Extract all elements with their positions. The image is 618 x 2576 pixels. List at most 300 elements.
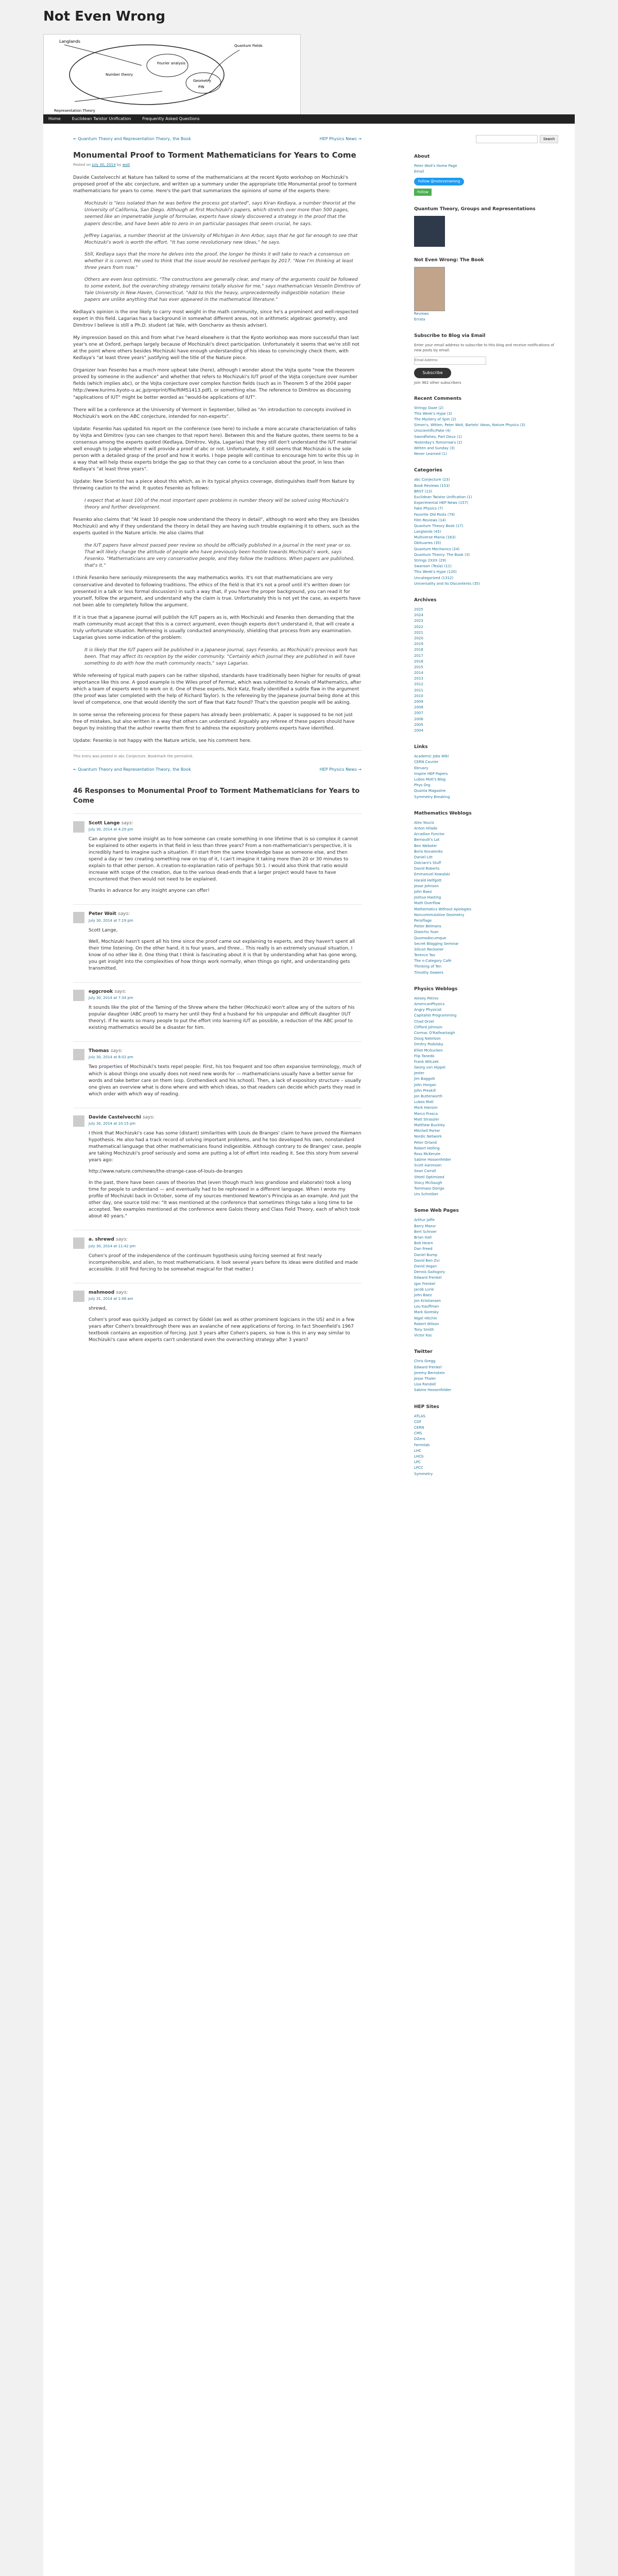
link-item[interactable]: Inspire HEP Papers xyxy=(414,771,448,776)
physics-weblog-item[interactable]: Jester xyxy=(414,1071,424,1076)
physics-weblog-item[interactable]: Tommaso Dorigo xyxy=(414,1187,444,1191)
physics-weblog-item[interactable]: Urs Schreiber xyxy=(414,1192,439,1197)
physics-weblog-item[interactable]: Jim Baggott xyxy=(414,1077,435,1081)
book2-item[interactable]: Errata xyxy=(414,317,425,321)
quote-paragraph: It is likely that the IUT papers will be published in a Japanese journal, says Fesenko, as Mochizuki's previous work has been. That may affect its reception by the wider community. "Certainly which journal they are published in will have something to do with how the math community reacts," says Lagarias. xyxy=(84,647,358,666)
quote-paragraph: I expect that at least 100 of the most important open problems in number theory will be solved using Mochizuki's theory and further development. xyxy=(84,498,349,511)
physics-weblog-item[interactable]: Georg von Hippel xyxy=(414,1065,445,1070)
book1-heading[interactable]: Quantum Theory, Groups and Representations xyxy=(414,206,536,212)
math-weblog-item[interactable]: Thinking of Ten xyxy=(414,964,441,969)
math-weblog-item[interactable]: Noncommutative Geometry xyxy=(414,912,465,917)
comment-paragraph: Scott Lange, xyxy=(89,927,118,933)
math-weblog-item[interactable]: Jesse Johnson xyxy=(414,884,439,888)
twitter-item[interactable]: Jeremy Bernstein xyxy=(414,1370,445,1375)
avatar xyxy=(73,1238,84,1249)
search-input[interactable] xyxy=(476,135,538,143)
comment-author[interactable]: Scott Lange xyxy=(89,820,120,826)
category-item[interactable]: Experimental HEP News (157) xyxy=(414,501,468,505)
post-author-link[interactable]: woit xyxy=(122,163,130,167)
book1-cover[interactable] xyxy=(414,216,445,247)
twitter-item[interactable]: Edward Frenkel xyxy=(414,1365,442,1369)
physics-weblog-item[interactable]: Alexey Petrov xyxy=(414,996,439,1001)
web-page-item[interactable]: Barry Mazur xyxy=(414,1224,436,1228)
nav-item-home[interactable]: Home xyxy=(48,116,61,122)
post-meta xyxy=(73,162,362,167)
comment-says: says: xyxy=(142,1114,155,1120)
post-paragraph: In some sense the refereeing process for these papers has already been problematic. A paper is supposed to be not just free of mistakes, but also written in a way that others can understand. Arguably any referee of these papers should have begun by insisting that the author rewrite them first to address the expository problems experts have identified. xyxy=(73,713,355,732)
web-page-item[interactable]: David Ben-Zvi xyxy=(414,1258,440,1263)
math-weblog-item[interactable]: Qiaochu Yuan xyxy=(414,930,439,935)
category-item[interactable]: Quantum Theory: The Book (3) xyxy=(414,552,470,557)
twitter-item[interactable]: Jesse Thaler xyxy=(414,1377,436,1381)
physics-weblogs-heading: Physics Weblogs xyxy=(414,986,458,992)
prev-post-link[interactable]: ← Quantum Theory and Representation Theory, the Book xyxy=(73,137,191,141)
next-post-link[interactable]: HEP Physics News → xyxy=(319,767,362,772)
quote-paragraph: Others are even less optimistic. "The constructions are generally clear, and many of the arguments could be followed to some extent, but the overarching strategy remains totally elusive for me," says mathematician Vesselin Dimitrov of Yale University in New Haven, Connecticut. "Add to this the heavy, unprecedentedly indigestible notation: these papers are unlike anything that has ever appeared in the mathematical literature." xyxy=(84,277,360,302)
hep-site-item[interactable]: LHCb xyxy=(414,1454,424,1459)
math-weblog-item[interactable]: The n-Category Café xyxy=(414,959,452,963)
comment-author[interactable]: mahmood xyxy=(89,1290,115,1295)
physics-weblog-item[interactable]: Sabine Hossenfelder xyxy=(414,1158,452,1162)
avatar xyxy=(73,1115,84,1127)
archive-item[interactable]: 2008 xyxy=(414,705,423,710)
hep-site-item[interactable]: Fermilab xyxy=(414,1443,430,1447)
diagram-label: Representation Theory xyxy=(54,109,95,113)
web-page-item[interactable]: Tony Smith xyxy=(414,1328,434,1332)
archive-item[interactable]: 2020 xyxy=(414,636,423,640)
physics-weblog-item[interactable]: Matt Strassler xyxy=(414,1117,439,1122)
quote-paragraph: Still, Kedlaya says that the more he delves into the proof, the longer he thinks it will take to reach a consensus on whether it is correct. He used to think that the issue would be resolved perhaps by 2017. "Now I'm thinking at least three years from now." xyxy=(84,251,353,270)
web-page-item[interactable]: Edward Frenkel xyxy=(414,1276,442,1280)
archive-item[interactable]: 2022 xyxy=(414,624,423,629)
book2-cover[interactable] xyxy=(414,267,445,311)
hep-site-item[interactable]: ATLAS xyxy=(414,1414,425,1418)
comment-author[interactable]: Davide Castelvecchi xyxy=(89,1114,141,1120)
follow-button[interactable]: Follow xyxy=(414,189,432,196)
diagram-label: PIN xyxy=(198,85,204,89)
comment-date[interactable]: July 30, 2014 at 11:42 pm xyxy=(89,1244,136,1248)
web-page-item[interactable]: Mark Goresky xyxy=(414,1310,439,1315)
quote-paragraph: Mochizuki is "less isolated than he was before the process got started", says Kiran Kedlaya, a number theorist at the University of California, San Diego. Although at first Mochizuki's papers, which stretch over more than 500 pages, seemed like an impenetrable jungle of formulae, experts have slowly discovered a strategy in the proof that the papers describe, and have been able to zero in on particular passages that seem crucial, he says. xyxy=(84,201,356,227)
category-line: This entry was posted in abc Conjecture. Bookmark the permalink. xyxy=(73,750,362,759)
recent-comment-item[interactable]: This Week's Hype (3) xyxy=(414,411,452,416)
math-weblog-item[interactable]: Terence Tao xyxy=(414,953,435,958)
link-item[interactable]: Lubos Motl's Blog xyxy=(414,777,446,782)
book2-heading[interactable]: Not Even Wrong: The Book xyxy=(414,257,484,263)
recent-comment-item[interactable]: Yesterday's Tomorrow's (2) xyxy=(414,440,462,445)
physics-weblog-item[interactable]: Flip Tanedo xyxy=(414,1054,435,1058)
web-page-item[interactable]: Bert Schroer xyxy=(414,1229,437,1234)
physics-weblog-item[interactable]: Matthew Buckley xyxy=(414,1123,445,1127)
math-weblog-item[interactable]: Secret Blogging Seminar xyxy=(414,941,459,946)
search-form xyxy=(414,124,558,143)
archive-item[interactable]: 2007 xyxy=(414,711,423,716)
hep-site-item[interactable]: CERN xyxy=(414,1426,424,1430)
category-item[interactable]: Quantum Mechanics (24) xyxy=(414,547,460,551)
diagram-inner-ellipse-2 xyxy=(186,73,221,93)
comment xyxy=(73,1283,362,1353)
comment-date[interactable]: July 30, 2014 at 7:19 pm xyxy=(89,918,133,923)
archive-item[interactable]: 2021 xyxy=(414,630,423,635)
physics-weblog-item[interactable]: Shtetl Optimized xyxy=(414,1175,444,1179)
prev-post-link[interactable]: ← Quantum Theory and Representation Theory, the Book xyxy=(73,767,191,772)
math-weblog-item[interactable]: Quomodocumque xyxy=(414,936,447,940)
web-page-item[interactable]: Igor Frenkel xyxy=(414,1281,435,1286)
comment-says: says: xyxy=(115,1237,128,1243)
math-weblog-item[interactable]: David Roberts xyxy=(414,867,440,871)
about-list xyxy=(414,163,558,175)
twitter-item[interactable]: Lisa Randall xyxy=(414,1382,436,1387)
math-weblog-item[interactable]: Joshua Hasting xyxy=(414,895,441,900)
post-paragraph: Update: Fesenko is not happy with the Nature article, see his comment here. xyxy=(73,738,252,744)
math-weblog-item[interactable]: Daniel Litt xyxy=(414,855,433,859)
math-weblog-item[interactable]: Alex Youcis xyxy=(414,820,434,825)
category-item[interactable]: Euclidean Twistor Unification (1) xyxy=(414,495,472,499)
physics-weblog-item[interactable]: Chad Orzel xyxy=(414,1019,434,1024)
web-page-item[interactable]: Brian Hall xyxy=(414,1235,432,1240)
book2-list xyxy=(414,311,558,323)
archive-item[interactable]: 2023 xyxy=(414,619,423,623)
subscribe-heading: Subscribe to Blog via Email xyxy=(414,333,486,339)
nav-item-faq[interactable]: Frequently Asked Questions xyxy=(142,116,200,122)
post-paragraph: While refereeing of typical math papers can be rather slipshod, standards have traditionally been higher for results of great importance like this one. A good example is the Wiles proof of Fermat, which was submitted to Annals of Mathematics, after which a team of experts went to work on it. One of these experts, Nick Katz, finally identified a subtle flaw in the argument (the proof was later completed with the help of Richard Taylor). Is the refereeing by the Japanese journal being done at this level of competence, one that would identify the sort of flaw that Katz found? That's the question people will be asking. xyxy=(73,673,362,706)
link-item[interactable]: Phys Org xyxy=(414,783,431,788)
comment-author-line xyxy=(89,1114,362,1121)
physics-weblog-item[interactable]: Scott Aaronson xyxy=(414,1163,442,1168)
post-paragraph: My impression based on this and from what I've heard elsewhere is that the Kyoto workshop was more successful than last year's one at Oxford, perhaps largely because of Mochizuki's direct participation. Unfortunately it seems that we're still not at the point where others besides Mochizuki have enough understanding of his ideas to convincingly check them, with Kedlaya's "at least three years" justifying well the title of the Nature piece. xyxy=(73,335,359,361)
post-paragraph: Fesenko also claims that "At least 10 people now understand the theory in detail", although no word who they are (besides Mochizuki) and why if they understand the theory in detail they are having such trouble explaining it to others, such as the experts quoted in the Nature article. He also claims that xyxy=(73,517,359,536)
math-weblog-item[interactable]: Bernoulli's Lot xyxy=(414,838,440,842)
category-item[interactable]: Multiverse Mania (163) xyxy=(414,535,456,540)
archive-item[interactable]: 2016 xyxy=(414,659,423,664)
math-weblog-item[interactable]: Persiflage xyxy=(414,918,432,923)
physics-weblog-item[interactable]: Angry Physicist xyxy=(414,1008,442,1012)
physics-weblog-item[interactable]: AmericanPhysics xyxy=(414,1002,445,1007)
physics-weblog-item[interactable]: Peter Orland xyxy=(414,1140,437,1145)
physics-weblog-item[interactable]: Capitalist Programming xyxy=(414,1013,457,1018)
physics-weblog-item[interactable]: Jon Butterworth xyxy=(414,1094,442,1099)
physics-weblog-item[interactable]: John Horgan xyxy=(414,1082,436,1087)
archive-item[interactable]: 2006 xyxy=(414,717,423,721)
nav-item-euclidean[interactable]: Euclidean Twistor Unification xyxy=(72,116,131,122)
post-quote-3 xyxy=(84,543,362,569)
comment-paragraph: I think that Mochizuki's case has some (distant) similarities with Louis de Branges' claim to have proved the Riemann hypothesis. He also had a track record of solving important problems, and he too developed his own, nonstandard mathematical language that other mathematicians found indigestible. Although contrary to de Branges' case, people are taking Mochizuki's proof seriously and some are putting a lot of effort into reading it. See this story from several years ago: xyxy=(89,1130,362,1163)
diagram-label: Quantum Fields xyxy=(234,44,263,48)
physics-weblog-item[interactable]: John Preskill xyxy=(414,1088,436,1093)
diagram-ellipse xyxy=(70,45,224,105)
hep-site-item[interactable]: LPC xyxy=(414,1460,421,1465)
comment-date[interactable]: July 30, 2014 at 7:34 pm xyxy=(89,995,133,1000)
diagram-label: Langlands xyxy=(59,39,80,44)
diagram-label: Fourier analysis xyxy=(157,61,186,65)
physics-weblog-item[interactable]: Ross McKenzie xyxy=(414,1151,441,1156)
comment-paragraph: Cohen's proof was quickly judged as correct by Gödel (as well as other prominent logicians in the US) and in a few years after Cohen's breakthrough there was an avalanche of new applications of forcing. In fact Shoenfield's 1967 textbook contains an exposition of forcing. Just 3 years after Cohen's papers, so how is this in any way similar to Mochizuki's case where experts can't understand even the overarching strategy after 3 years? xyxy=(89,1317,355,1343)
archive-item[interactable]: 2025 xyxy=(414,607,423,612)
category-item[interactable]: Quantum Theory Book (17) xyxy=(414,523,464,528)
math-weblog-item[interactable]: Dolciani's Stuff xyxy=(414,861,441,866)
category-item[interactable]: BRST (13) xyxy=(414,489,432,494)
physics-weblog-item[interactable]: Marco Frasca xyxy=(414,1111,438,1116)
post-nav-bottom xyxy=(73,759,362,773)
math-weblog-item[interactable]: Harald Helfgott xyxy=(414,878,442,883)
comment-says: says: xyxy=(110,1048,123,1054)
archive-item[interactable]: 2019 xyxy=(414,642,423,647)
avatar xyxy=(73,1291,84,1302)
comment-paragraph: In the past, there have been cases of theories that (even though much less grandiose and elaborate) took a long time for people to understand — and eventually had to be rephrased in a different language. When I wrote my profile of Mochizuki back in October, some of my sources mentioned Newton's Principia as an example. And just the other day, one source told me: "It was mentioned at the conference that sometimes things take a long time to be accepted. Two examples mentioned at the conference were Galois theory and Class Field Theory, each of which took about 40 years." xyxy=(89,1180,360,1219)
post-paragraph: Update: New Scientist has a piece about this which, as in its typical physics coverage, distinguishes itself from Nature by throwing caution to the wind. It quotes Fesenko as follows: xyxy=(73,479,355,492)
archive-item[interactable]: 2012 xyxy=(414,682,423,687)
physics-weblog-item[interactable]: Sean Carroll xyxy=(414,1169,436,1174)
recent-comments-list xyxy=(414,405,558,457)
post-paragraph: Davide Castelvecchi at Nature has talked to some of the mathematicians at the recent Kyoto workshop on Mochizuki's proposed proof of the abc conjecture, and written up a summary under the appropriate title Monumental proof to torment mathematicians for years to come. Here's the part that summarizes the opinions of some of the experts there: xyxy=(73,175,357,194)
math-weblogs-list xyxy=(414,820,558,976)
twitter-follow-button[interactable]: Follow @notevenwrong xyxy=(414,178,464,185)
header-diagram xyxy=(43,34,301,115)
meta-prefix: Posted on xyxy=(73,163,91,167)
archive-item[interactable]: 2015 xyxy=(414,665,423,669)
about-item[interactable]: Peter Woit's Home Page xyxy=(414,164,457,168)
about-item[interactable]: Email xyxy=(414,170,424,174)
post-paragraph: There will be a conference at the University of Vermont in September, billed as "An introduction to concepts involved in Mochizuki's work on the ABC conjecture, intended for non-experts". xyxy=(73,407,351,419)
category-item[interactable]: Langlands (45) xyxy=(414,530,441,534)
web-page-item[interactable]: Jon Kristiansen xyxy=(414,1299,441,1303)
archive-item[interactable]: 2024 xyxy=(414,613,423,618)
link-item[interactable]: Academic Jobs Wiki xyxy=(414,754,449,759)
email-field[interactable] xyxy=(414,357,486,365)
math-weblog-item[interactable]: Pieter Belmans xyxy=(414,924,441,929)
link-item[interactable]: CERN Courier xyxy=(414,760,439,765)
category-item[interactable]: Uncategorized (1312) xyxy=(414,575,454,580)
physics-weblog-item[interactable]: Doug Natelson xyxy=(414,1037,441,1041)
category-item[interactable]: abc Conjecture (23) xyxy=(414,478,450,482)
recent-comment-item[interactable]: Simon's, Witten, Peter Woit, Bartels' Ideas, Nature Physics (3) xyxy=(414,423,525,428)
web-pages-list xyxy=(414,1217,558,1338)
archive-item[interactable]: 2017 xyxy=(414,653,423,658)
comment-paragraph: It sounds like the plot of the Taming of the Shrew where the father (Mochizuki) won't allow any of the suitors of his popular daughter (ABC proof) to marry her until they find a husband for his unpopular and difficult daughter (IUT theory). If he wants so many people to put the effort into learning IUT as possible, a reduction of the ABC proof to existing mathematics would be a disaster for him. xyxy=(89,1005,355,1031)
math-weblog-item[interactable]: Timothy Gowers xyxy=(414,970,443,975)
physics-weblog-item[interactable]: Dmitry Podolsky xyxy=(414,1042,443,1047)
comment-date[interactable]: July 30, 2014 at 10:15 pm xyxy=(89,1121,136,1126)
archive-item[interactable]: 2013 xyxy=(414,676,423,681)
twitter-item[interactable]: Chris Gregg xyxy=(414,1359,436,1364)
diagram-curve-3 xyxy=(75,91,162,101)
physics-weblog-item[interactable]: Lubos Motl xyxy=(414,1100,434,1105)
hep-site-item[interactable]: LHC xyxy=(414,1448,422,1453)
comment-date[interactable]: July 30, 2014 at 4:29 pm xyxy=(89,827,133,832)
web-page-item[interactable]: Robert Wilson xyxy=(414,1321,439,1326)
comment-says: says: xyxy=(118,911,130,917)
hep-site-item[interactable]: Symmetry xyxy=(414,1471,433,1476)
archives-heading: Archives xyxy=(414,597,437,603)
quote-paragraph: the IUT papers have almost passed peer review so should be officially published in a journal in the next year or so. That will likely change the attitude of people who have previously been hostile towards Mochizuki's work, says Fesenko. "Mathematicians are very conservative people, and they follow the traditions. When papers are published, that's it." xyxy=(84,543,355,569)
web-page-item[interactable]: Nigel Hitchin xyxy=(414,1316,437,1320)
archives-list xyxy=(414,607,558,734)
comment-paragraph: Two properties of Mochizuki's texts repel people: First, his too frequent and too often expansive terminology, much of which is about things one usually does not need new words for — mathematicians usually have a better sense for words and take better care on them (esp. Grothendieck and his school). Then, a lack of expository structure – usually one gives an overview what is done where and with which ideas, so that readers can decide which parts they read in which order with which way of reading. xyxy=(89,1064,362,1097)
comment-author-line xyxy=(89,1048,362,1055)
subscribe-button[interactable]: Subscribe xyxy=(414,368,451,378)
physics-weblog-item[interactable]: Stacy McGaugh xyxy=(414,1180,442,1185)
post-title: Monumental Proof to Torment Mathematicians for Years to Come xyxy=(73,150,356,160)
physics-weblog-item[interactable]: Mark Hanson xyxy=(414,1106,438,1110)
hep-site-item[interactable]: DZero xyxy=(414,1437,425,1442)
avatar xyxy=(73,1049,84,1060)
twitter-item[interactable]: Sabine Hossenfelder xyxy=(414,1388,452,1393)
hep-sites-heading: HEP Sites xyxy=(414,1404,439,1410)
comment xyxy=(73,982,362,1041)
twitter-heading: Twitter xyxy=(414,1349,433,1355)
archive-item[interactable]: 2014 xyxy=(414,671,423,675)
avatar xyxy=(73,990,84,1001)
web-page-item[interactable]: Arthur Jaffe xyxy=(414,1218,435,1223)
post-paragraph: Organizer Ivan Fesenko has a much more upbeat take (here), although I wonder about the Vojta quote "now the theorem proved by someone in the audience" and whether that refers to Mochizuki's IUT proof of the Vojta conjecture over number fields (which implies abc), or the Vojta conjecture over complex function fields (such as in Theorem 5 of the 2004 paper http://www.kurims.kyoto-u.ac.jp/preprint/file/RIMS1413.pdf), or something else. The reference to Dimitrov as discussing "applications of IUT" might be better worded as "would-be applications of IUT". xyxy=(73,368,358,400)
web-page-item[interactable]: Victor Kac xyxy=(414,1333,433,1338)
recent-comment-item[interactable]: Stringy Daze (2) xyxy=(414,405,444,410)
physics-weblog-item[interactable]: Clifford Johnson xyxy=(414,1025,442,1029)
archive-item[interactable]: 2009 xyxy=(414,700,423,704)
comment-paragraph: Thanks in advance for any insight anyone can offer! xyxy=(89,888,210,894)
web-page-item[interactable]: Bob Hearn xyxy=(414,1241,433,1246)
archive-item[interactable]: 2018 xyxy=(414,648,423,652)
comment-author-line xyxy=(89,1290,362,1296)
post-paragraph: Update: Fesenko has updated his report on the conference (see here) to include a more accurate characterization of talks by Vojta and Dimitrov (you can see changes to that report here). Between this and the Nature quotes, there seems to be a consensus among the experts quoted (Kedlaya, Dimitrov, Vojta, Lagarias) that they still don't understand the IUT material well enough to judge whether it will provide a proof of abc or not. Unfortunately, it still seems that Mochizuki is the sole person with a detailed grasp of the proof and how it works. I hope people will continue to encourage him to write this up in a way that will help these experts bridge the gap so that they can come to a conclusion about the proof, in less than Kedlaya's "at least three years". xyxy=(73,426,359,472)
web-page-item[interactable]: Daniel Bump xyxy=(414,1252,438,1257)
web-page-item[interactable]: Dennis Gaitsgory xyxy=(414,1270,445,1275)
comment-paragraph: http://www.nature.com/news/the-strange-case-of-louis-de-branges xyxy=(89,1169,243,1175)
post-content xyxy=(73,124,362,1353)
archive-item[interactable]: 2010 xyxy=(414,693,423,698)
subscribe-count: Join 962 other subscribers xyxy=(414,380,461,385)
category-item[interactable]: This Week's Hype (120) xyxy=(414,570,457,574)
comments-heading: 46 Responses to Monumental Proof to Torment Mathematicians for Years to Come xyxy=(73,787,360,805)
math-weblog-item[interactable]: Emmanuel Kowalski xyxy=(414,872,450,877)
physics-weblog-item[interactable]: Frank Wilczek xyxy=(414,1059,439,1064)
recent-comment-item[interactable]: Never Learned (1) xyxy=(414,452,447,456)
post-date-link[interactable]: July 30, 2014 xyxy=(92,163,116,167)
category-item[interactable]: Fake Physics (7) xyxy=(414,506,443,511)
comment-paragraph: shrewd, xyxy=(89,1306,107,1311)
post-quote-4 xyxy=(84,647,362,667)
about-heading: About xyxy=(414,154,430,159)
link-item[interactable]: Ebruary xyxy=(414,766,428,770)
comment-date[interactable]: July 31, 2014 at 1:08 am xyxy=(89,1296,133,1301)
comment-author[interactable]: eggcrook xyxy=(89,989,113,994)
comments-list xyxy=(73,814,362,1353)
math-weblogs-heading: Mathematics Weblogs xyxy=(414,810,472,816)
comment-paragraph: Well, Mochizuki hasn't spent all his time since the proof came out explaining to experts, and they haven't spent all their time listening. On the other hand, it is four years, and three... This really is an extremely unusual situation, I know of no other like it. One thing that I think is fascinating about it is that by understanding what has gone wrong, you get insight into the complexities of how things work normally, when things go right, and understanding gets transmitted. xyxy=(89,939,357,971)
physics-weblog-item[interactable]: Mitchell Porter xyxy=(414,1129,440,1133)
meta-by: by xyxy=(116,163,122,167)
diagram-label: Geometry xyxy=(193,79,211,83)
recent-comment-item[interactable]: The Mystery of Spin (2) xyxy=(414,417,456,422)
comment xyxy=(73,904,362,981)
category-item[interactable]: Swanson (Tesla) (11) xyxy=(414,564,452,569)
links-list xyxy=(414,754,558,800)
math-weblog-item[interactable]: Anton Hilado xyxy=(414,826,438,831)
comment-says: says: xyxy=(116,1290,128,1295)
link-item[interactable]: Symmetry Breaking xyxy=(414,794,450,799)
physics-weblog-item[interactable]: Nordic Network xyxy=(414,1134,442,1139)
next-post-link[interactable]: HEP Physics News → xyxy=(319,137,362,141)
math-weblog-item[interactable]: Boris Kovalenko xyxy=(414,849,443,854)
physics-weblog-item[interactable]: Cormac O'Raifeartaigh xyxy=(414,1030,455,1035)
recent-comment-item[interactable]: Unscientific/Fake (4) xyxy=(414,429,451,433)
post-quote-2 xyxy=(84,498,362,511)
comment xyxy=(73,1041,362,1107)
link-item[interactable]: Quanta Magazine xyxy=(414,789,446,793)
avatar xyxy=(73,821,84,833)
search-button[interactable]: Search xyxy=(540,135,558,143)
twitter-list xyxy=(414,1359,558,1393)
diagram-label: Number theory xyxy=(106,73,133,77)
hep-site-item[interactable]: CDF xyxy=(414,1419,422,1424)
comment-says: says: xyxy=(114,989,127,994)
math-weblog-item[interactable]: Mathematics Without Apologies xyxy=(414,907,472,911)
comment-date[interactable]: July 30, 2014 at 8:02 pm xyxy=(89,1055,133,1060)
post-paragraph: Kedlaya's opinion is the one likely to carry most weight in the math community, since he's a prominent and well-respected expert in this field. Lagarias has a background in somewhat different areas, not in arithmetic algebraic geometry, and Dimitrov I believe is still a Ph.D. student (at Yale, with Goncharov as thesis adviser). xyxy=(73,309,358,329)
comment-author-line xyxy=(89,820,362,827)
web-page-item[interactable]: Lou Kauffman xyxy=(414,1304,439,1309)
recent-comments-heading: Recent Comments xyxy=(414,396,462,401)
archive-item[interactable]: 2011 xyxy=(414,688,423,692)
hep-site-item[interactable]: LPCC xyxy=(414,1466,423,1470)
main-area xyxy=(43,124,575,2576)
subscribe-text: Enter your email address to subscribe to this blog and receive notifications of new posts by email. xyxy=(414,343,555,353)
comment-author[interactable]: Peter Woit xyxy=(89,911,116,917)
math-weblog-item[interactable]: Silicon Reckoner xyxy=(414,947,444,952)
comment-paragraph: Cohen's proof of the independence of the continuum hypothesis using forcing seemed at first nearly incomprehensible, and alien, to most mathematicians. It look several years before its ideas were distilled and made accessible. (I still find forcing to be somewhat magical for that matter.) xyxy=(89,1253,358,1272)
hep-sites-list xyxy=(414,1414,558,1477)
categories-heading: Categories xyxy=(414,468,442,473)
comment-author-line xyxy=(89,911,362,918)
category-item[interactable]: Book Reviews (153) xyxy=(414,483,450,488)
site-title[interactable]: Not Even Wrong xyxy=(43,9,166,24)
math-weblog-item[interactable]: Math Overflow xyxy=(414,901,440,906)
book2-item[interactable]: Reviews xyxy=(414,311,429,316)
recent-comment-item[interactable]: Swordfishes, Part Deux (1) xyxy=(414,434,462,439)
web-page-item[interactable]: John Baez xyxy=(414,1293,432,1297)
links-heading: Links xyxy=(414,744,428,750)
math-weblog-item[interactable]: Ben Webster xyxy=(414,843,437,848)
comment-paragraph: Can anyone give some insight as to how someone can create something in one lifetime that is so complex it cannot be explained to other experts in that field in less than three years? From a non-mathematician's perspective, it is incredibly hard to imagine such a situation. If I start from the same knowledge base as someone else, and then spend a day or two creating something new on top of it, I can't imagine it taking more than 20 or 30 minutes to explain to that other person. A creation-to-explanation ratio of perhaps 50:1. I would also think that ratio would increase with scope of the creation, due to the various dead-ends that a larger project would have to have encountered that then would not need to be explained. xyxy=(89,837,358,883)
math-weblog-item[interactable]: John Baez xyxy=(414,890,432,894)
comment xyxy=(73,1108,362,1230)
quote-paragraph: Jeffrey Lagarias, a number theorist at the University of Michigan in Ann Arbor, says that he got far enough to see that Mochizuki's work is worth the effort. "It has some revolutionary new ideas," he says. xyxy=(84,233,358,245)
comment-author-line xyxy=(89,989,362,995)
web-page-item[interactable]: Jacob Lurie xyxy=(414,1287,434,1292)
web-page-item[interactable]: David Vogan xyxy=(414,1264,437,1268)
category-item[interactable]: Strings 2XXX (29) xyxy=(414,558,447,563)
post-paragraph: I think Fesenko here seriously misrepresents the way mathematics works. It's not that mathematicians are very conservative and devoted to following traditions. The ethics of the field is that it's not a proof until it's written down (or presented in a talk or less formal discussion) in such a way that, if you have the proper background, you can read it for yourself, follow the argument, and understand why the claim is true. Unfortunately this is not yet the case, as experts have not been able to completely follow the argument. xyxy=(73,575,360,608)
web-page-item[interactable]: Dan Freed xyxy=(414,1247,433,1251)
physics-weblog-item[interactable]: Robert Helling xyxy=(414,1146,440,1150)
web-pages-heading: Some Web Pages xyxy=(414,1208,459,1214)
category-item[interactable]: Obituaries (35) xyxy=(414,541,441,546)
archive-item[interactable]: 2004 xyxy=(414,728,423,733)
category-item[interactable]: Favorite Old Posts (79) xyxy=(414,512,455,517)
comment xyxy=(73,1230,362,1282)
hep-site-item[interactable]: CMS xyxy=(414,1431,422,1436)
math-weblog-item[interactable]: Arcadian Functor xyxy=(414,832,445,837)
post-quote-1 xyxy=(84,200,362,303)
category-item[interactable]: Film Reviews (14) xyxy=(414,518,446,522)
physics-weblog-item[interactable]: Elliot McGucken xyxy=(414,1048,443,1053)
archive-item[interactable]: 2005 xyxy=(414,722,423,727)
comment-author[interactable]: a. shrewd xyxy=(89,1237,114,1243)
diagram-inner-ellipse xyxy=(147,54,188,77)
recent-comment-item[interactable]: Witten and Sunday (3) xyxy=(414,446,455,450)
category-item[interactable]: Universality and Its Discontents (35) xyxy=(414,581,480,586)
comment-author[interactable]: Thomas xyxy=(89,1048,109,1054)
